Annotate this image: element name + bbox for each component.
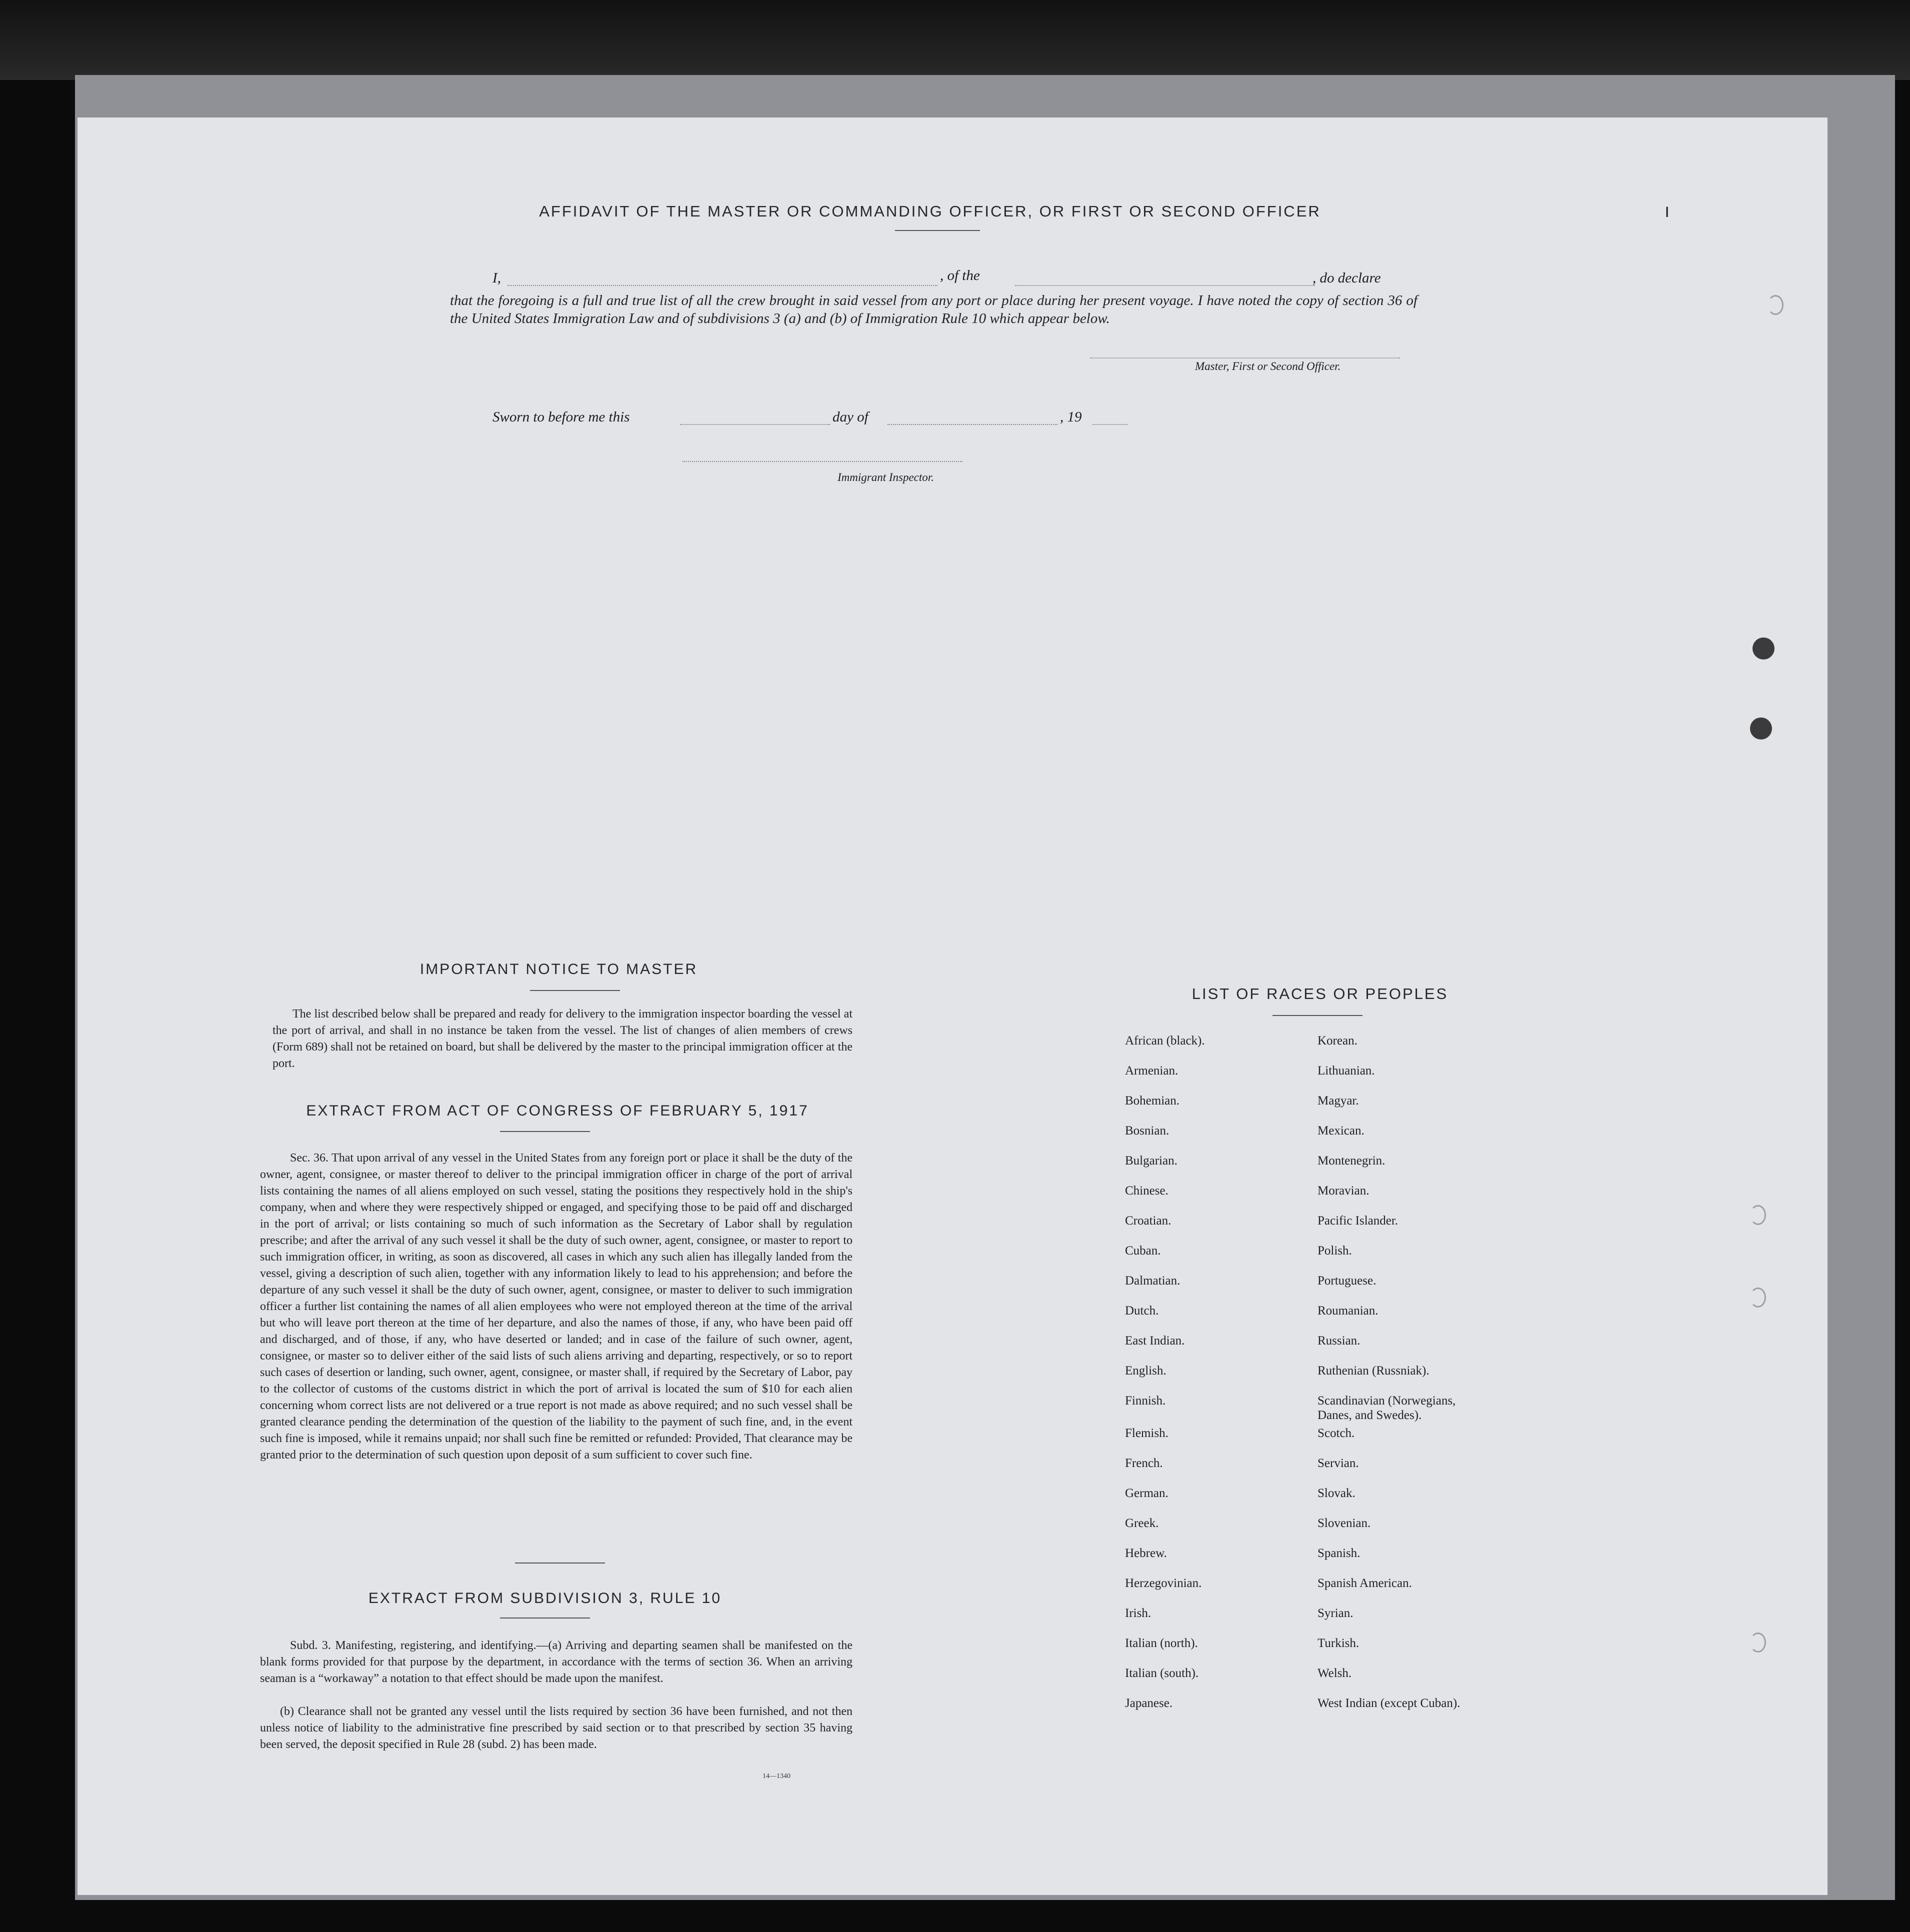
race-col2-item: Mexican. — [1318, 1124, 1364, 1138]
race-col1-item: Italian (north). — [1125, 1636, 1198, 1650]
binder-hole-icon — [1752, 638, 1774, 660]
day-blank[interactable] — [680, 424, 830, 425]
affidavit-body: that the foregoing is a full and true list of all the crew brought in said vessel from any port or place during her present voyage. I have noted the copy of section 36 of the United States Immigration Law and of subdivisions 3 (a) and (b) of Immigration Rule 10 which appear below. — [450, 292, 1418, 326]
race-col2-item: Welsh. — [1318, 1666, 1352, 1680]
race-col2-item: Moravian. — [1318, 1184, 1370, 1198]
notice-title: IMPORTANT NOTICE TO MASTER — [420, 961, 698, 978]
race-col1-item: Bulgarian. — [1125, 1154, 1178, 1168]
day-of-label: day of — [832, 409, 868, 425]
race-col2-item: Scotch. — [1318, 1426, 1355, 1440]
page-marker: I — [1665, 204, 1670, 220]
race-col2-item: Slovak. — [1318, 1486, 1356, 1500]
inspector-signature-blank[interactable] — [682, 461, 962, 462]
extract-rule-top-rule — [515, 1562, 605, 1564]
race-col1-item: Croatian. — [1125, 1214, 1172, 1228]
races-title: LIST OF RACES OR PEOPLES — [1192, 985, 1448, 1002]
of-the-label: , of the — [940, 268, 980, 284]
race-col2-item: Lithuanian. — [1318, 1064, 1375, 1078]
affiant-name-blank[interactable] — [508, 285, 938, 286]
race-col2-item: Slovenian. — [1318, 1516, 1371, 1530]
race-col1-item: Bohemian. — [1125, 1094, 1180, 1108]
race-col1-item: Italian (south). — [1125, 1666, 1199, 1680]
race-col1-item: Irish. — [1125, 1606, 1152, 1620]
race-col2-item: Turkish. — [1318, 1636, 1360, 1650]
race-col2-item: Pacific Islander. — [1318, 1214, 1398, 1228]
do-declare-label: , do declare — [1312, 270, 1381, 286]
race-col2-item: Syrian. — [1318, 1606, 1354, 1620]
notice-body: The list described below shall be prepared and ready for delivery to the immigration inspector boarding the vessel at the port of arrival, and shall in no instance be taken from the vessel. The list of changes of alien members of crews (Form 689) shall not be retained on board, but shall be delivered by the master to the principal immigration officer at the port. — [272, 1008, 852, 1070]
binder-hole-icon — [1768, 295, 1784, 315]
race-col2-item: Scandinavian (Norwegians, Danes, and Swedes). — [1318, 1394, 1456, 1422]
title-rule — [895, 230, 980, 231]
race-col1-item: Dutch. — [1125, 1304, 1159, 1318]
race-col2-item: Ruthenian (Russniak). — [1318, 1364, 1430, 1378]
extract-act-rule — [500, 1131, 590, 1132]
race-col2-item: Magyar. — [1318, 1094, 1359, 1108]
binder-hole-icon — [1750, 718, 1772, 740]
extract-rule-para-a: Subd. 3. Manifesting, registering, and identifying.—(a) Arriving and departing seamen shall be manifested on the blank forms provided for that purpose by the department, in accordance with the terms of section 36. When an arriving seaman is a “workaway” a notation to that effect should be made upon the manifest. — [260, 1639, 852, 1685]
race-col1-item: Chinese. — [1125, 1184, 1168, 1198]
race-col1-item: Japanese. — [1125, 1696, 1173, 1710]
race-col2-item: Portuguese. — [1318, 1274, 1376, 1288]
race-col1-item: Cuban. — [1125, 1244, 1161, 1258]
race-col1-item: English. — [1125, 1364, 1166, 1378]
race-col2-item: Polish. — [1318, 1244, 1352, 1258]
extract-rule-para-b: (b) Clearance shall not be granted any vessel until the lists required by section 36 have been furnished, and not then unless notice of liability to the administrative fine prescribed by said section or to that prescribed by section 35 having been served, the deposit specified in Rule 28 (subd. 2) has been made. — [260, 1705, 852, 1751]
extract-act-title: EXTRACT FROM ACT OF CONGRESS OF FEBRUARY 5, 1917 — [306, 1102, 809, 1119]
signature-label: Master, First or Second Officer. — [1195, 360, 1341, 372]
notice-rule — [530, 990, 620, 991]
race-col2-item: Spanish American. — [1318, 1576, 1412, 1590]
race-col2-item: Spanish. — [1318, 1546, 1360, 1560]
vessel-name-blank[interactable] — [1015, 285, 1315, 286]
race-col1-item: East Indian. — [1125, 1334, 1185, 1348]
year-blank[interactable] — [1092, 424, 1128, 425]
race-col1-item: Flemish. — [1125, 1426, 1168, 1440]
race-col1-item: Greek. — [1125, 1516, 1159, 1530]
race-col2-item: Korean. — [1318, 1034, 1358, 1048]
binder-hole-icon — [1750, 1288, 1766, 1308]
race-col1-item: African (black). — [1125, 1034, 1205, 1048]
month-blank[interactable] — [888, 424, 1058, 425]
race-col1-item: Dalmatian. — [1125, 1274, 1180, 1288]
race-col2-item: Montenegrin. — [1318, 1154, 1386, 1168]
year-prefix: , 19 — [1060, 409, 1082, 425]
sworn-prefix: Sworn to before me this — [492, 409, 630, 425]
inspector-label: Immigrant Inspector. — [838, 471, 934, 484]
affiant-prefix: I, — [492, 270, 501, 286]
race-col2-item: Roumanian. — [1318, 1304, 1378, 1318]
races-rule — [1272, 1015, 1362, 1016]
race-col1-item: Hebrew. — [1125, 1546, 1167, 1560]
race-col1-item: Herzegovinian. — [1125, 1576, 1202, 1590]
binder-hole-icon — [1750, 1205, 1766, 1225]
race-col1-item: Armenian. — [1125, 1064, 1178, 1078]
affidavit-title: AFFIDAVIT OF THE MASTER OR COMMANDING OFFICER, OR FIRST OR SECOND OFFICER — [539, 202, 1321, 220]
extract-rule-title: EXTRACT FROM SUBDIVISION 3, RULE 10 — [368, 1590, 722, 1606]
race-col1-item: German. — [1125, 1486, 1168, 1500]
race-col1-item: French. — [1125, 1456, 1163, 1470]
race-col1-item: Bosnian. — [1125, 1124, 1170, 1138]
extract-act-body: Sec. 36. That upon arrival of any vessel in the United States from any foreign port or place it shall be the duty of the owner, agent, consignee, or master thereof to deliver to the principal immigration officer in charge of the port of arrival lists containing the names of all aliens employed on such vessel, stating the positions they respectively hold in the ship's company, when and where they were respectively shipped or engaged, and specifying those to be paid off and discharged in the port of arrival; or lists containing so much of such information as the Secretary of Labor shall by regulation prescribe; and after the arrival of any such vessel it shall be the duty of such owner, agent, consignee, or master to report to such immigration officer, in writing, as soon as discovered, all cases in which any such alien has illegally landed from the vessel, giving a description of such alien, together with any information likely to lead to his apprehension; and before the departure of any such vessel it shall be the duty of such owner, agent, consignee, or master to deliver to such immigration officer a further list containing the names of all alien employees who were not employed thereon at the time of the arrival but who will leave port thereon at the time of her departure, and also the names of those, if any, who have been paid off and discharged, and of those, if any, who have deserted or landed; and in case of the failure of such owner, agent, consignee, or master so to deliver either of the said lists of such aliens arriving and departing, respectively, or so to report such cases of desertion or landing, such owner, agent, consignee, or master shall, if required by the Secretary of Labor, pay to the collector of customs of the customs district in which the port of arrival is located the sum of $10 for each alien concerning whom correct lists are not delivered or a true report is not made as above required; and no such vessel shall be granted clearance pending the determination of the question of the liability to the payment of such fine, and, in the event such fine is imposed, while it remains unpaid; nor shall such fine be remitted or refunded: Provided, That clearance may be granted prior to the determination of such question upon deposit of a sum sufficient to cover such fine. — [260, 1152, 852, 1462]
race-col2-item: West Indian (except Cuban). — [1318, 1696, 1460, 1710]
form-number: 14—1340 — [762, 1772, 790, 1780]
race-col1-item: Finnish. — [1125, 1394, 1166, 1408]
scan-background-strip — [0, 0, 1910, 80]
binder-hole-icon — [1750, 1632, 1766, 1652]
race-col2-item: Servian. — [1318, 1456, 1359, 1470]
race-col2-item: Russian. — [1318, 1334, 1360, 1348]
